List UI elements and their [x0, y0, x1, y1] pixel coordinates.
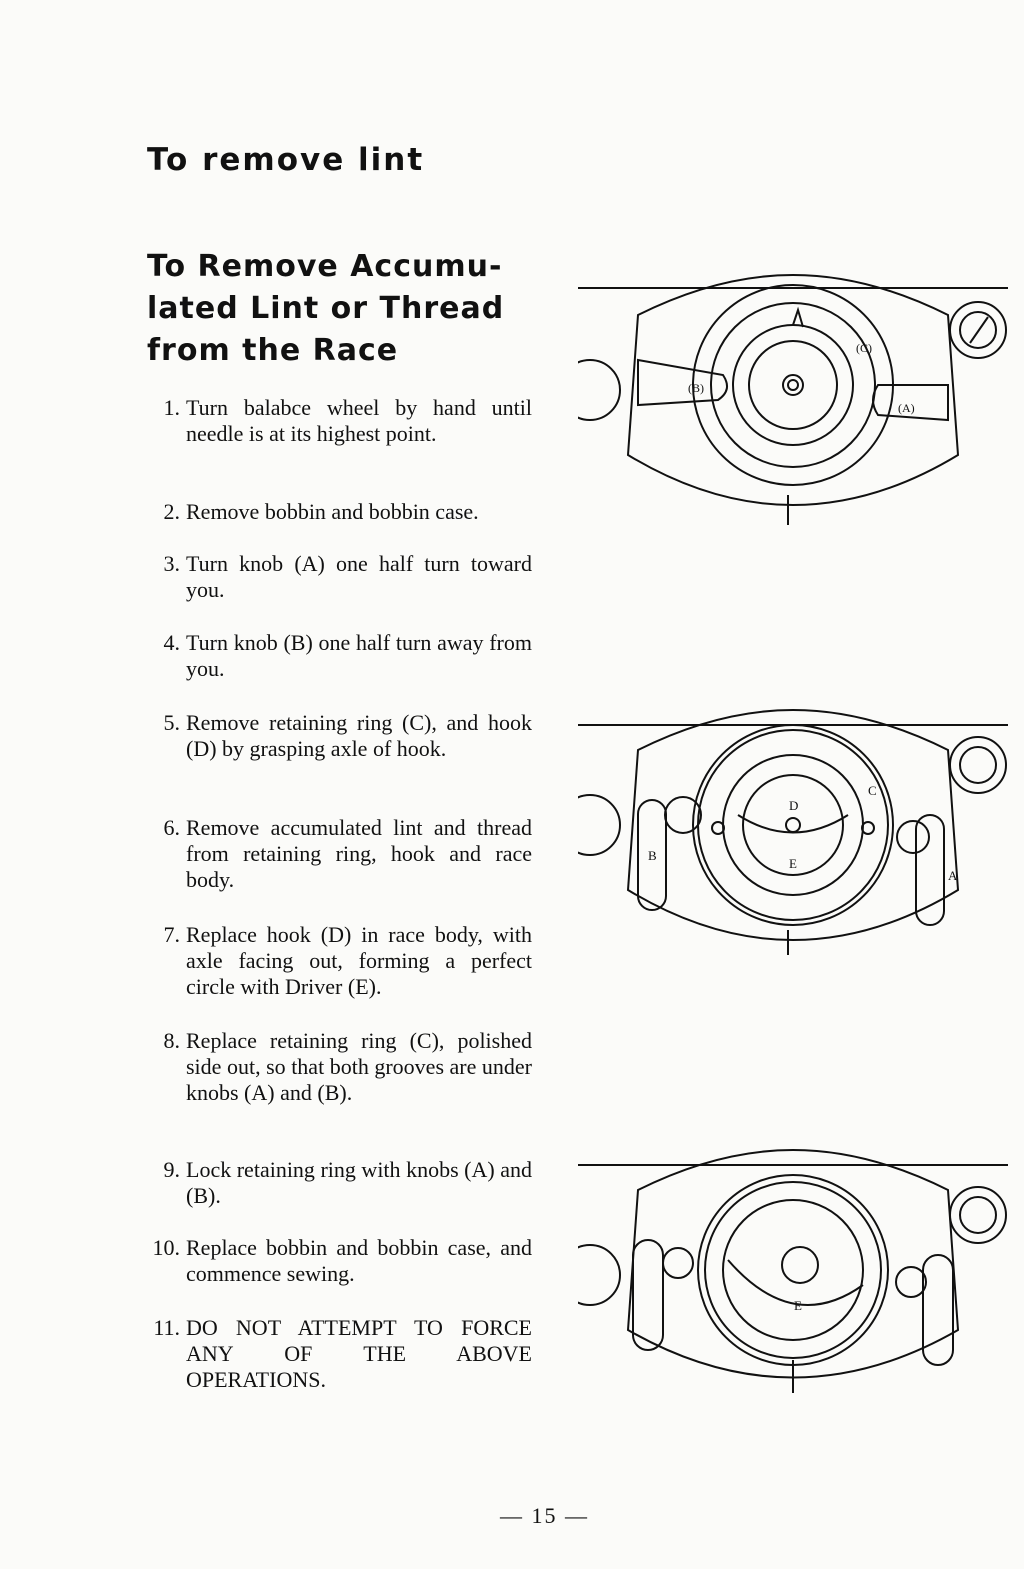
step-number: 1. [163, 395, 180, 420]
step-text: Replace hook (D) in race body, with axle facing out, forming a perfect circle with Driver (E). [186, 922, 532, 999]
step-text: Turn knob (B) one half turn away from you. [186, 630, 532, 681]
section-title-line: lated Lint or Thread [147, 291, 505, 326]
step-text: Remove accumulated lint and thread from retaining ring, hook and race body. [186, 815, 532, 892]
label-c: (C) [856, 341, 872, 355]
page-title: To remove lint [147, 142, 425, 178]
step-item [140, 499, 532, 525]
step-number: 10. [152, 1235, 180, 1260]
step-item [140, 630, 532, 682]
step-text: Lock retaining ring with knobs (A) and (B). [186, 1157, 532, 1208]
step-number: 2. [163, 499, 180, 524]
step-number: 5. [163, 710, 180, 735]
step-item [140, 1157, 532, 1209]
label-a: (A) [898, 401, 915, 415]
step-item [140, 815, 532, 893]
section-title [147, 246, 547, 372]
step-item [140, 710, 532, 762]
step-item [140, 1315, 532, 1393]
race-knobs-turned-illustration [578, 700, 1008, 970]
step-item [140, 551, 532, 603]
step-number: 8. [163, 1028, 180, 1053]
step-item [140, 1235, 532, 1287]
step-text: Replace bobbin and bobbin case, and commence sewing. [186, 1235, 532, 1286]
step-text: Turn knob (A) one half turn toward you. [186, 551, 532, 602]
step-text: Remove bobbin and bobbin case. [186, 499, 479, 524]
label-c: C [868, 783, 877, 798]
step-number: 3. [163, 551, 180, 576]
step-text: DO NOT ATTEMPT TO FORCE ANY OF THE ABOVE OPERATIONS. [186, 1315, 532, 1392]
section-title-line: from the Race [147, 333, 399, 368]
step-number: 6. [163, 815, 180, 840]
race-assembled-illustration [578, 255, 1008, 525]
label-e: E [789, 856, 797, 871]
label-d: D [789, 798, 799, 813]
step-number: 11. [153, 1315, 180, 1340]
step-text: Replace retaining ring (C), polished side out, so that both grooves are under knobs (A) and (B). [186, 1028, 532, 1105]
step-item [140, 1028, 532, 1106]
step-number: 9. [163, 1157, 180, 1182]
step-text: Turn balabce wheel by hand until needle is at its highest point. [186, 395, 532, 446]
label-a: A [948, 868, 958, 883]
label-b: B [648, 848, 657, 863]
race-ring-removed-illustration [578, 1135, 1008, 1405]
step-number: 4. [163, 630, 180, 655]
step-number: 7. [163, 922, 180, 947]
page-number: — 15 — [500, 1503, 589, 1528]
label-e: E [794, 1298, 802, 1313]
step-item [140, 922, 532, 1000]
step-text: Remove retaining ring (C), and hook (D) by grasping axle of hook. [186, 710, 532, 761]
label-b: (B) [688, 381, 704, 395]
step-item [140, 395, 532, 447]
section-title-line: To Remove Accumu- [147, 249, 503, 284]
